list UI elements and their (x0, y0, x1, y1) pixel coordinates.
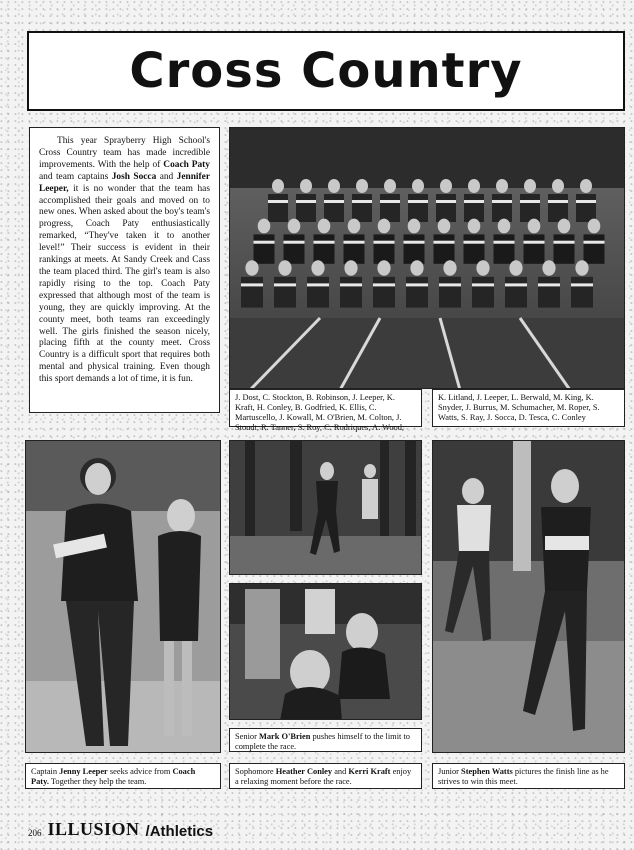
team-member-figure (524, 241, 545, 244)
caption-text: pushes himself to the limit to complete the race. (235, 732, 410, 751)
team-member-figure (494, 234, 515, 263)
team-member-figure (464, 200, 484, 203)
team-member-figure (542, 260, 555, 275)
team-member-figure (380, 194, 400, 222)
intro-paragraph (39, 136, 210, 386)
team-member-figure (254, 241, 275, 244)
team-member-figure (468, 179, 480, 193)
yearbook-logo: ILLUSION (47, 819, 140, 839)
intro-bold-name: Josh Socca (111, 171, 157, 182)
team-member-figure (434, 241, 455, 244)
team-member-figure (356, 179, 368, 193)
team-member-figure (505, 277, 527, 308)
team-member-figure (492, 200, 512, 203)
team-member-figure (284, 241, 305, 244)
team-member-figure (373, 283, 395, 286)
title-banner (27, 31, 625, 111)
obrien-photo (229, 440, 422, 575)
caption-name: Stephen Watts (461, 767, 513, 776)
team-member-figure (438, 219, 451, 234)
watts-photo-image (433, 441, 625, 753)
team-member-figure (311, 260, 324, 275)
team-member-figure (464, 194, 484, 222)
team-member-figure (439, 283, 461, 286)
team-member-figure (528, 219, 541, 234)
coach-photo (25, 440, 221, 753)
caption-text: Together they help the team. (48, 777, 147, 786)
caption-name: Mark O'Brien (258, 732, 311, 741)
team-member-figure (307, 283, 329, 286)
team-member-figure (509, 260, 522, 275)
page-title: Cross Country (129, 43, 523, 99)
team-member-figure (571, 283, 593, 286)
team-member-figure (344, 260, 357, 275)
intro-bold-name: Jennifer Leeper, (39, 171, 210, 194)
team-member-figure (520, 200, 540, 203)
team-member-figure (408, 219, 421, 234)
team-member-figure (464, 234, 485, 263)
team-caption-left (229, 389, 422, 432)
team-member-figure (374, 241, 395, 244)
team-member-figure (307, 277, 329, 308)
caption-text: pictures the finish line as he strives to win this meet. (438, 767, 609, 786)
team-member-figure (406, 283, 428, 286)
team-member-figure (440, 179, 452, 193)
team-member-figure (384, 179, 396, 193)
caption-text: seeks advice from (107, 767, 173, 776)
team-member-figure (505, 283, 527, 286)
team-member-figure (296, 200, 316, 203)
team-member-figure (241, 277, 263, 308)
team-member-figure (576, 200, 596, 203)
page-number: 206 (28, 828, 42, 838)
team-member-figure (410, 260, 423, 275)
watts-photo (432, 440, 625, 753)
team-member-figure (408, 194, 428, 222)
team-member-figure (274, 283, 296, 286)
intro-text-segment: This year Sprayberry High School's Cross Country team has made incredible improvements. With the help of (39, 136, 210, 170)
intro-text-box (29, 127, 220, 413)
team-member-figure (494, 241, 515, 244)
page-footer (28, 818, 213, 840)
team-member-figure (498, 219, 511, 234)
team-member-figure (468, 219, 481, 234)
team-member-figure (328, 179, 340, 193)
team-member-figure (324, 194, 344, 222)
team-member-figure (436, 200, 456, 203)
team-member-figure (554, 234, 575, 263)
team-member-figure (584, 241, 605, 244)
team-member-figure (352, 200, 372, 203)
team-member-figure (340, 283, 362, 286)
team-member-figure (272, 179, 284, 193)
team-member-figure (472, 277, 494, 308)
team-names-right: K. Litland, J. Leeper, L. Berwald, M. King, K. Snyder, J. Burrus, M. Schumacher, M. Roper, S. Watts, S. Ray, J. Socca, D. Tesca, C. Conley (438, 393, 600, 422)
caption-text: enjoy a relaxing moment before the race. (235, 767, 412, 786)
team-member-figure (300, 179, 312, 193)
team-member-figure (538, 277, 560, 308)
intro-bold-name: Coach Paty (163, 159, 210, 170)
team-member-figure (245, 260, 258, 275)
team-member-figure (241, 283, 263, 286)
intro-text-segment: it is no wonder that the team has accomplished their goals and moved on to new ones. When asked about the boy's team's progress, Coach Paty enthusiastically remarked, “They've taken it to another level!” Their success is evident in their rankings at meets. At Sandy Creek and Cass the team placed third. The girl's team is also rapidly rising to the top. Coach Paty expressed that although most of the team is young, they are quickly improving. At the county meet, both teams ran exceedingly well. The girls finished the season nicely, placing fifth at the county meet. Cross Country is a difficult sport that requires both mental and physical training. Even though this sport demands a lot of time, it is fun. (39, 183, 210, 385)
team-photo (229, 127, 625, 389)
team-member-figure (524, 234, 545, 263)
team-member-figure (554, 241, 575, 244)
team-member-figure (439, 277, 461, 308)
team-member-figure (576, 194, 596, 222)
team-member-figure (268, 200, 288, 203)
caption-text: Senior (235, 732, 259, 741)
conley-caption (229, 763, 422, 789)
caption-text: Captain (31, 767, 60, 776)
team-member-figure (588, 219, 601, 234)
team-member-figure (278, 260, 291, 275)
caption-name: Heather Conley (275, 767, 333, 776)
conley-photo (229, 583, 422, 720)
caption-text: Sophomore (235, 767, 276, 776)
team-member-figure (575, 260, 588, 275)
team-member-figure (324, 200, 344, 203)
team-member-figure (268, 194, 288, 222)
team-member-figure (464, 241, 485, 244)
team-member-figure (472, 283, 494, 286)
team-member-figure (548, 194, 568, 222)
team-member-figure (340, 277, 362, 308)
team-member-figure (434, 234, 455, 263)
team-member-figure (254, 234, 275, 263)
team-member-figure (406, 277, 428, 308)
obrien-photo-image (230, 441, 422, 575)
obrien-caption (229, 728, 422, 752)
team-member-figure (344, 234, 365, 263)
team-member-figure (524, 179, 536, 193)
team-member-figure (408, 200, 428, 203)
team-member-figure (412, 179, 424, 193)
team-member-figure (374, 234, 395, 263)
team-member-figure (558, 219, 571, 234)
team-member-figure (352, 194, 372, 222)
team-names-left: J. Dost, C. Stockton, B. Robinson, J. Leeper, K. Kraft, H. Conley, B. Godfried, K. Ellis, C. Martuscello, J. Kowall, M. O'Brien, M. Colton, J. Stoudt, R. Tanner, S. Roy, C. Rodriques, A. Wood, (235, 393, 405, 432)
team-member-figure (348, 219, 361, 234)
intro-text-segment: and (156, 171, 177, 182)
team-member-figure (552, 179, 564, 193)
team-member-figure (496, 179, 508, 193)
team-member-figure (476, 260, 489, 275)
caption-name: Kerri Kraft (348, 767, 391, 776)
team-member-figure (492, 194, 512, 222)
team-member-figure (296, 194, 316, 222)
team-member-figure (284, 234, 305, 263)
team-member-figure (538, 283, 560, 286)
caption-name: Jenny Leeper (59, 767, 108, 776)
team-member-figure (580, 179, 592, 193)
team-member-figure (443, 260, 456, 275)
team-member-figure (404, 241, 425, 244)
team-member-figure (436, 194, 456, 222)
team-member-figure (520, 194, 540, 222)
team-member-figure (380, 200, 400, 203)
intro-text-segment: and team captains (39, 171, 112, 182)
caption-name: Coach Paty. (31, 767, 196, 786)
team-member-figure (314, 234, 335, 263)
watts-caption (432, 763, 625, 789)
team-member-figure (548, 200, 568, 203)
team-member-figure (377, 260, 390, 275)
team-member-figure (258, 219, 271, 234)
team-member-figure (318, 219, 331, 234)
team-member-figure (584, 234, 605, 263)
team-member-figure (378, 219, 391, 234)
coach-photo-image (26, 441, 221, 753)
team-member-figure (344, 241, 365, 244)
team-caption-right (432, 389, 625, 427)
section-label: /Athletics (145, 823, 214, 840)
team-member-figure (571, 277, 593, 308)
caption-text: and (332, 767, 349, 776)
team-member-figure (288, 219, 301, 234)
team-member-figure (274, 277, 296, 308)
conley-photo-image (230, 584, 422, 720)
team-member-figure (314, 241, 335, 244)
team-member-figure (404, 234, 425, 263)
caption-text: Junior (438, 767, 462, 776)
coach-caption (25, 763, 221, 789)
team-photo-image (230, 128, 625, 389)
team-member-figure (373, 277, 395, 308)
